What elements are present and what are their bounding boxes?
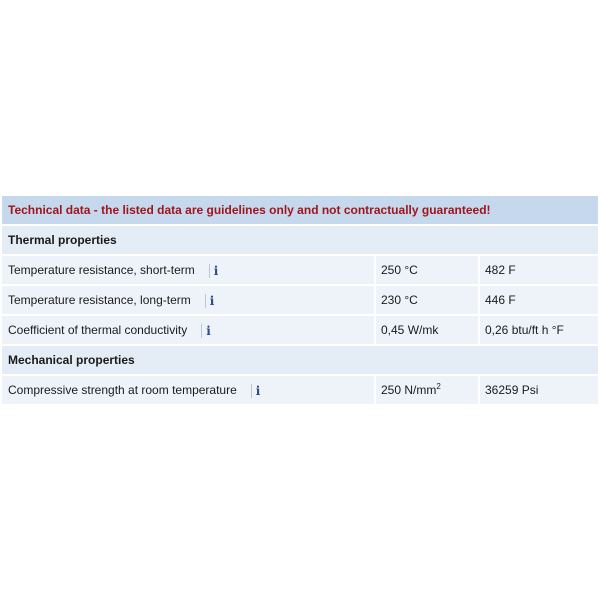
metric-value: 250 °C (376, 256, 478, 284)
property-label: Temperature resistance, short-term (8, 263, 195, 277)
table-row (2, 256, 598, 284)
metric-value-text: 250 N/mm (381, 383, 437, 397)
info-icon[interactable]: i (201, 324, 211, 338)
metric-value: 0,45 W/mk (376, 316, 478, 344)
property-label-cell (2, 316, 374, 344)
property-label: Compressive strength at room temperature (8, 383, 237, 397)
section-title-mechanical: Mechanical properties (2, 346, 598, 374)
table-row (2, 286, 598, 314)
property-label-cell (2, 286, 374, 314)
property-label-cell (2, 256, 374, 284)
property-label: Temperature resistance, long-term (8, 293, 191, 307)
info-icon[interactable]: i (209, 264, 219, 278)
table-row (2, 316, 598, 344)
technical-data-table (2, 196, 598, 404)
metric-unit-exponent: 2 (436, 382, 441, 391)
info-icon[interactable]: i (205, 294, 215, 308)
imperial-value: 482 F (480, 256, 598, 284)
property-label-cell (2, 376, 374, 404)
imperial-value: 36259 Psi (480, 376, 598, 404)
table-row (2, 376, 598, 404)
metric-value (376, 376, 478, 404)
property-label: Coefficient of thermal conductivity (8, 323, 188, 337)
imperial-value: 0,26 btu/ft h °F (480, 316, 598, 344)
info-icon[interactable]: i (251, 384, 261, 398)
imperial-value: 446 F (480, 286, 598, 314)
section-title-thermal: Thermal properties (2, 226, 598, 254)
metric-value: 230 °C (376, 286, 478, 314)
disclaimer-banner: Technical data - the listed data are guidelines only and not contractually guaranteed! (2, 196, 598, 224)
